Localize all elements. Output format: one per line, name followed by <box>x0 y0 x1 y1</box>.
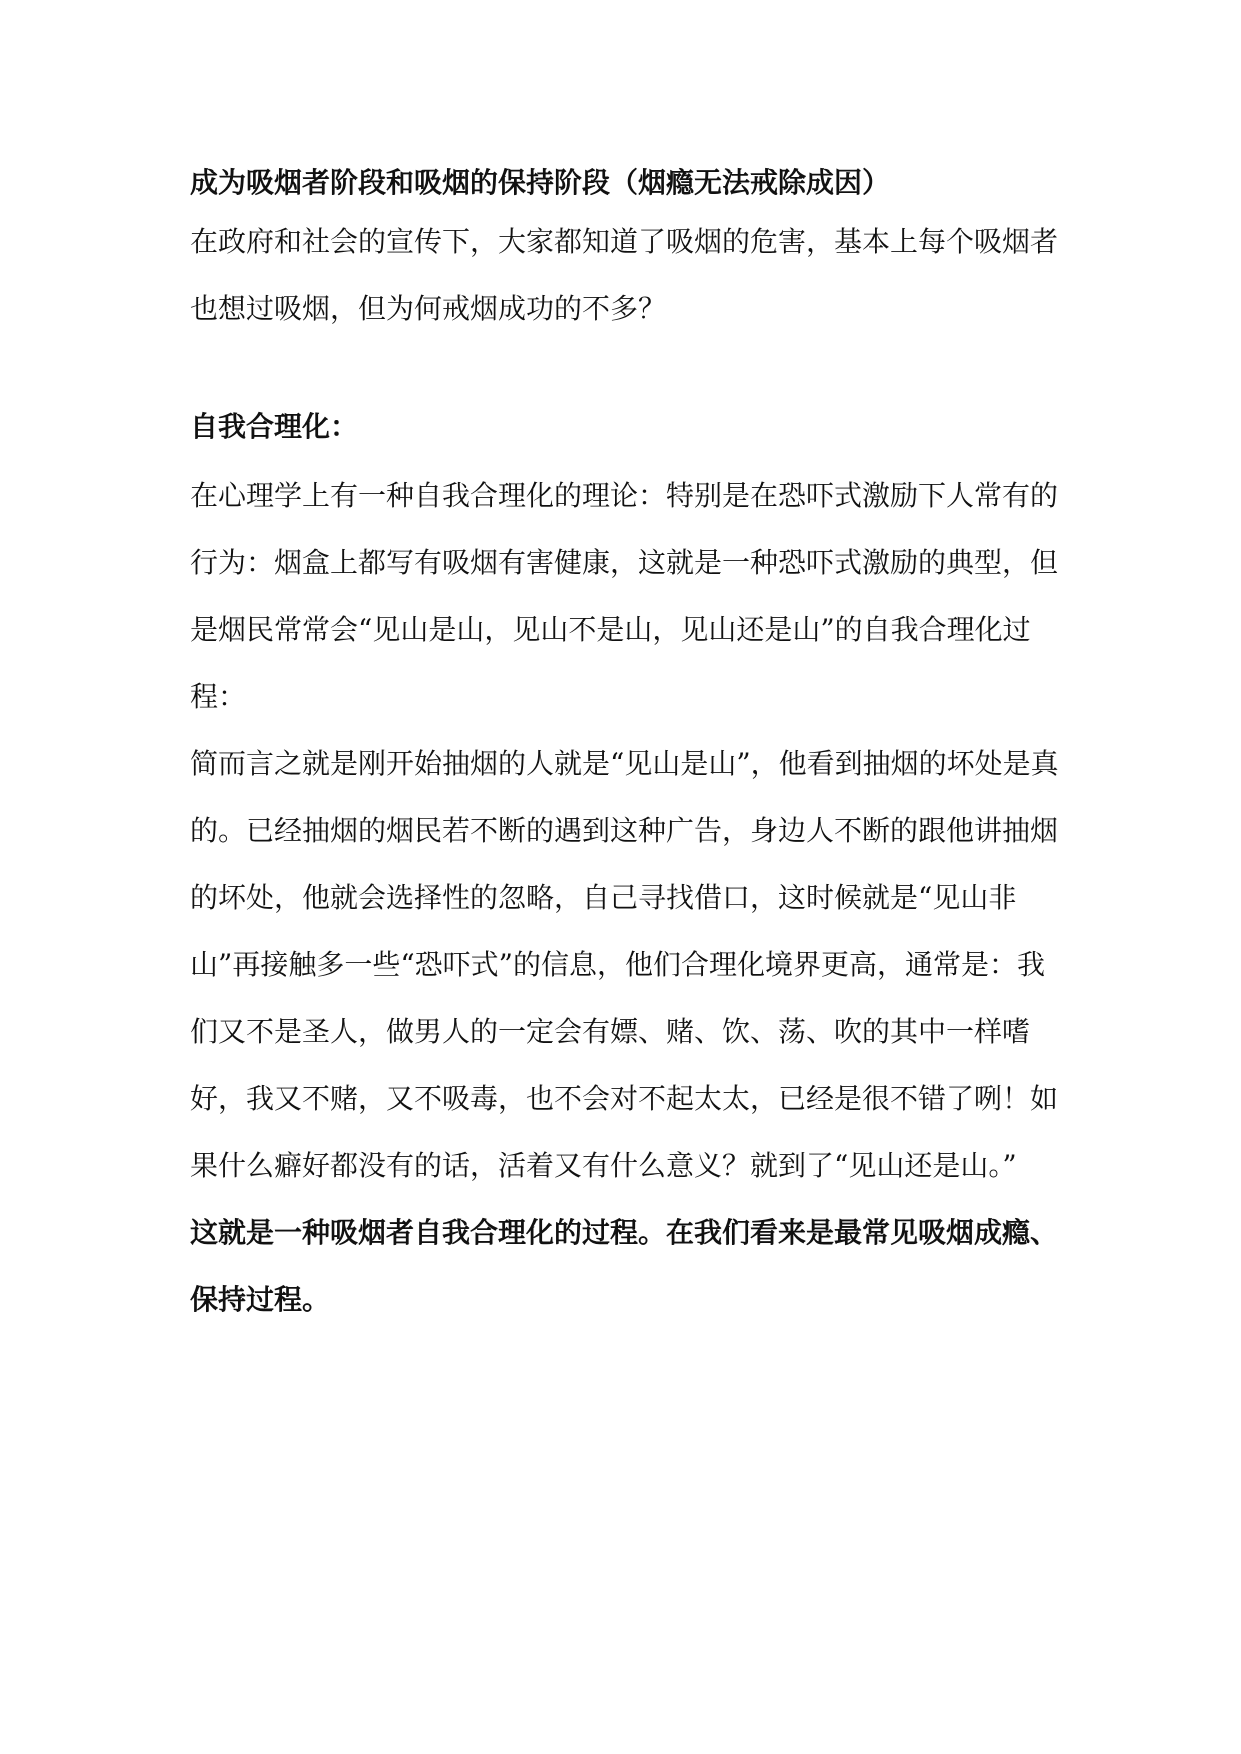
paragraph-theory: 在心理学上有一种自我合理化的理论：特别是在恐吓式激励下人常有的行为：烟盒上都写有吸烟有害健康，这就是一种恐吓式激励的典型，但是烟民常常会“见山是山，见山不是山，见山还是山”的自我合理化过程： <box>190 479 1059 713</box>
document-body <box>190 158 1070 1333</box>
section-heading: 自我合理化： <box>190 410 359 443</box>
intro-paragraph: 在政府和社会的宣传下，大家都知道了吸烟的危害，基本上每个吸烟者也想过吸烟，但为何戒烟成功的不多？ <box>190 225 1059 325</box>
conclusion-paragraph: 这就是一种吸烟者自我合理化的过程。在我们看来是最常见吸烟成瘾、保持过程。 <box>190 1216 1059 1316</box>
paragraph-explanation: 简而言之就是刚开始抽烟的人就是“见山是山”，他看到抽烟的坏处是真的。已经抽烟的烟民若不断的遇到这种广告，身边人不断的跟他讲抽烟的坏处，他就会选择性的忽略，自己寻找借口，这时候就是“见山非山”再接触多一些“恐吓式”的信息，他们合理化境界更高，通常是：我们又不是圣人，做男人的一定会有嫖、赌、饮、荡、吹的其中一样嗜好，我又不赌，又不吸毒，也不会对不起太太，已经是很不错了咧！如果什么癖好都没有的话，活着又有什么意义？就到了“见山还是山。” <box>190 747 1059 1182</box>
document-title: 成为吸烟者阶段和吸烟的保持阶段（烟瘾无法戒除成因） <box>190 166 891 199</box>
